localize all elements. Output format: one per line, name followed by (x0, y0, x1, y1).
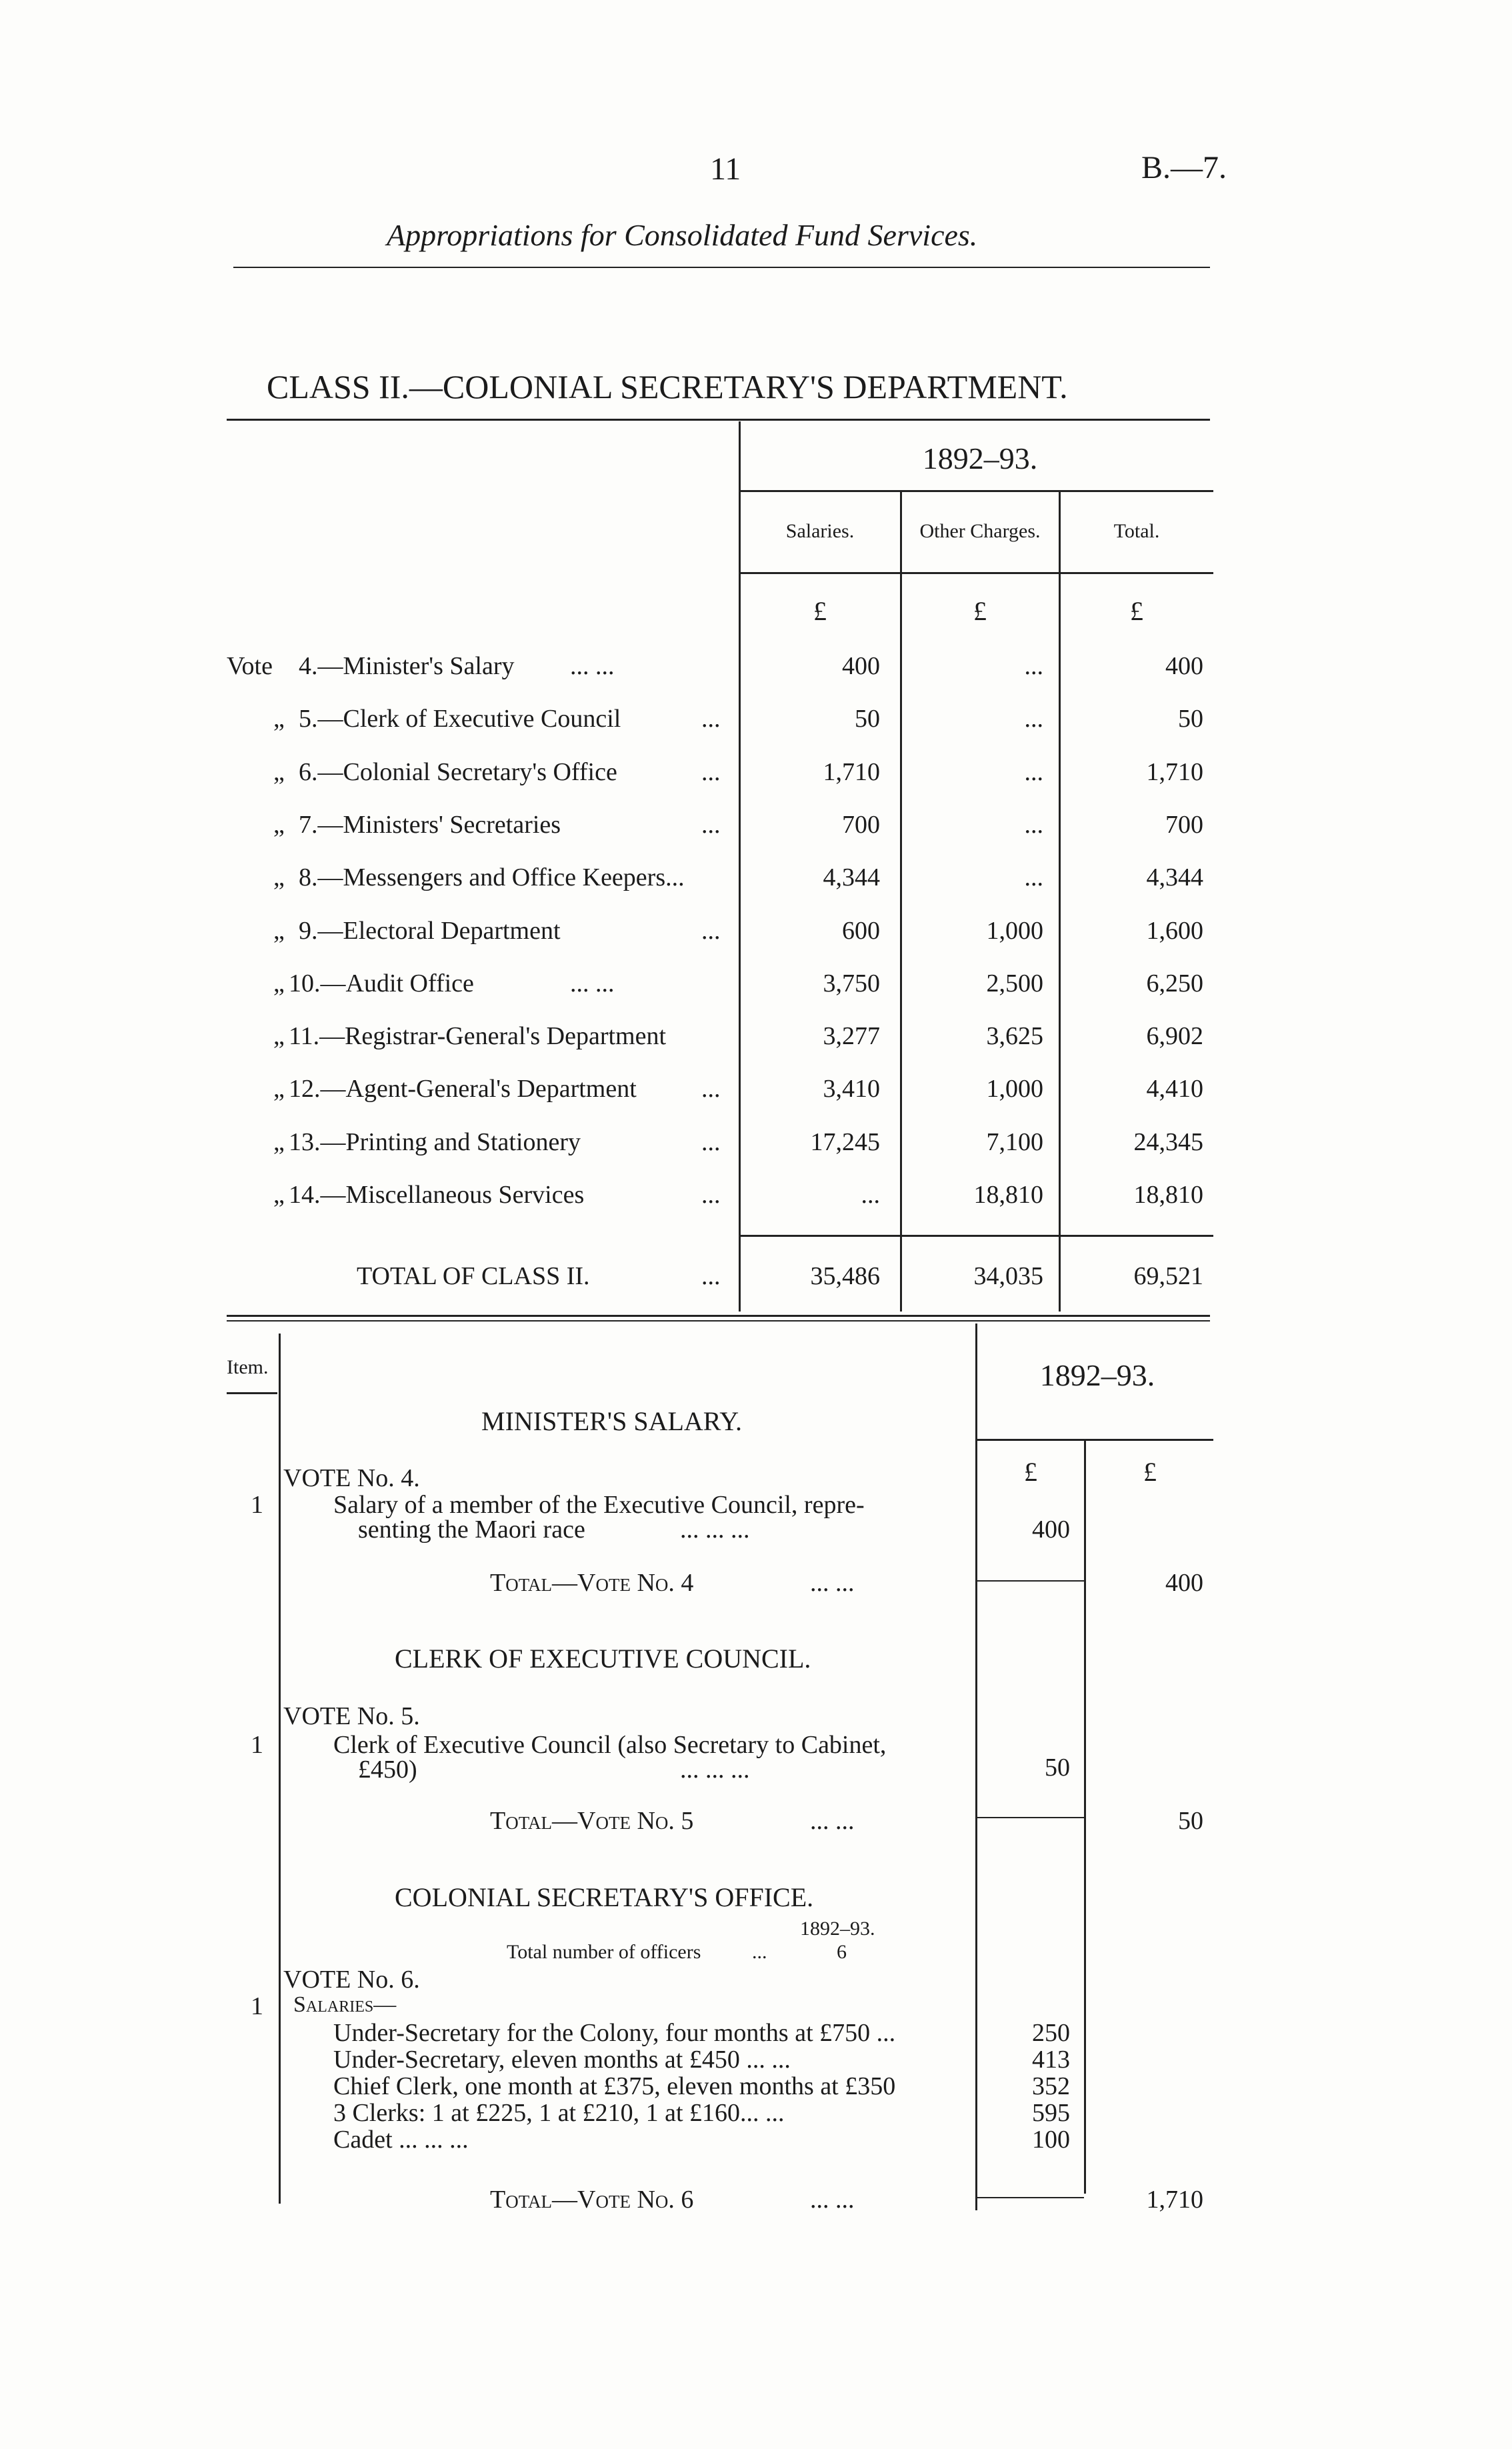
officers-year: 1892–93. (800, 1918, 875, 1940)
summary-row-label: 7.—Ministers' Secretaries (299, 811, 561, 839)
office-salary-line: Chief Clerk, one month at £375, eleven months at £350 (333, 2072, 896, 2100)
summary-row-other: 18,810 (973, 1181, 1043, 1209)
vote-4-line-1: Salary of a member of the Executive Council, repre- (333, 1491, 865, 1519)
summary-row-leader: ... (701, 1181, 721, 1209)
summary-row-leader: ... (701, 1075, 721, 1103)
summary-row-prefix: „ (273, 1128, 285, 1156)
class-total-total: 69,521 (1133, 1262, 1203, 1290)
vote-6-total: 1,710 (1146, 2186, 1203, 2214)
summary-row-total: 4,344 (1146, 863, 1203, 891)
summary-row-other: 2,500 (986, 969, 1043, 997)
summary-row-label: 13.—Printing and Stationery (289, 1128, 581, 1156)
class-total-label: TOTAL OF CLASS II. (357, 1262, 590, 1290)
currency-salaries: £ (813, 596, 827, 626)
vote-6-total-rule (977, 2197, 1084, 2198)
vote-4-line-2: senting the Maori race (358, 1516, 585, 1544)
summary-row-salaries: 600 (842, 917, 880, 945)
summary-row-salaries: 3,277 (823, 1022, 880, 1050)
summary-row-prefix: „ (273, 1022, 285, 1050)
vote-4-label: VOTE No. 4. (283, 1464, 420, 1492)
class-total-other: 34,035 (973, 1262, 1043, 1290)
summary-row-label: 5.—Clerk of Executive Council (299, 705, 621, 733)
summary-row-label: 12.—Agent-General's Department (289, 1075, 637, 1103)
vote-4-total: 400 (1165, 1569, 1203, 1597)
vote-6-label: VOTE No. 6. (283, 1966, 420, 1994)
vote-4-line-2-leader: ... ... ... (680, 1516, 750, 1544)
summary-row-salaries: 1,710 (823, 758, 880, 786)
summary-row-label: 4.—Minister's Salary (299, 652, 515, 680)
office-salary-line: Under-Secretary for the Colony, four months at £750 ... (333, 2019, 896, 2047)
summary-row-prefix: „ (273, 1181, 285, 1209)
summary-row-label: 11.—Registrar-General's Department (289, 1022, 667, 1050)
class-total-salaries: 35,486 (810, 1262, 880, 1290)
summary-row-label: 6.—Colonial Secretary's Office (299, 758, 617, 786)
col-header-rule (739, 572, 1213, 574)
summary-row-prefix: „ (273, 917, 285, 945)
vote-5-line-2: £450) (358, 1756, 417, 1784)
currency-total: £ (1130, 596, 1143, 626)
summary-row-leader: ... (701, 917, 721, 945)
vote-4-total-label: Total—Vote No. 4 (490, 1569, 694, 1597)
summary-row-salaries: 17,245 (810, 1128, 880, 1156)
vote-6-total-leader: ... ... (810, 2186, 855, 2214)
summary-row-other: 1,000 (986, 1075, 1043, 1103)
summary-row-total: 4,410 (1146, 1075, 1203, 1103)
office-heading: COLONIAL SECRETARY'S OFFICE. (395, 1882, 814, 1912)
col-header-other-charges: Other Charges. (919, 520, 1041, 542)
summary-row-salaries: 400 (842, 652, 880, 680)
salaries-label: Salaries— (293, 1992, 397, 2017)
item-header: Item. (227, 1356, 269, 1378)
vote-5-total-label: Total—Vote No. 5 (490, 1807, 694, 1835)
vote-4-item-number: 1 (251, 1491, 263, 1519)
summary-row-leader: ... (701, 705, 721, 733)
vote-5-item-number: 1 (251, 1731, 263, 1759)
vote-5-total-leader: ... ... (810, 1807, 855, 1835)
section-double-rule-1 (227, 1315, 1210, 1317)
summary-row-salaries: ... (861, 1181, 880, 1209)
detail-year-rule (975, 1439, 1213, 1441)
summary-row-salaries: 50 (855, 705, 880, 733)
class-total-leader: ... (701, 1262, 721, 1290)
subtotal-column-rule (1084, 1439, 1086, 2194)
summary-row-prefix: Vote (227, 652, 273, 680)
summary-row-other: ... (1024, 705, 1043, 733)
document-code: B.—7. (1141, 150, 1227, 185)
summary-row-other: ... (1024, 652, 1043, 680)
summary-row-leader: ... ... (570, 652, 615, 680)
summary-row-label: 8.—Messengers and Office Keepers... (299, 863, 685, 891)
summary-total-rule (739, 1235, 1213, 1237)
summary-left-rule (739, 421, 741, 1312)
summary-row-other: 7,100 (986, 1128, 1043, 1156)
vote-5-total-rule (977, 1817, 1084, 1818)
summary-row-other: 1,000 (986, 917, 1043, 945)
summary-row-label: 10.—Audit Office (289, 969, 474, 997)
vote-4-total-rule (977, 1580, 1084, 1582)
vote-5-label: VOTE No. 5. (283, 1702, 420, 1730)
summary-row-salaries: 3,750 (823, 969, 880, 997)
detail-currency-subtotal: £ (1143, 1457, 1157, 1487)
detail-currency-amount: £ (1024, 1457, 1037, 1487)
detail-year: 1892–93. (1039, 1358, 1155, 1392)
office-salary-amount: 352 (1032, 2072, 1070, 2100)
item-header-rule (227, 1392, 277, 1394)
officers-leader: ... (752, 1941, 767, 1963)
summary-row-other: 3,625 (986, 1022, 1043, 1050)
summary-row-total: 18,810 (1133, 1181, 1203, 1209)
class-title-rule (227, 419, 1210, 421)
minister-heading: MINISTER'S SALARY. (481, 1406, 742, 1436)
office-salary-amount: 413 (1032, 2046, 1070, 2074)
summary-row-prefix: „ (273, 1075, 285, 1103)
summary-row-other: ... (1024, 758, 1043, 786)
running-title: Appropriations for Consolidated Fund Services. (387, 218, 978, 252)
col-header-total: Total. (1113, 520, 1160, 542)
summary-row-total: 6,902 (1146, 1022, 1203, 1050)
summary-row-other: ... (1024, 863, 1043, 891)
vote-5-total: 50 (1178, 1807, 1203, 1835)
summary-row-prefix: „ (273, 758, 285, 786)
summary-row-leader: ... (701, 1128, 721, 1156)
summary-row-salaries: 700 (842, 811, 880, 839)
summary-row-leader: ... ... (570, 969, 615, 997)
year-rule (739, 490, 1213, 492)
summary-row-prefix: „ (273, 969, 285, 997)
currency-other: £ (973, 596, 987, 626)
summary-row-prefix: „ (273, 811, 285, 839)
summary-row-total: 400 (1165, 652, 1203, 680)
vote-5-line-1: Clerk of Executive Council (also Secretary to Cabinet, (333, 1731, 887, 1759)
office-salary-line: Under-Secretary, eleven months at £450 ... ... (333, 2046, 791, 2074)
summary-row-total: 1,710 (1146, 758, 1203, 786)
office-salary-line: Cadet ... ... ... (333, 2126, 469, 2154)
summary-row-leader: ... (701, 811, 721, 839)
summary-row-total: 1,600 (1146, 917, 1203, 945)
header-rule (233, 267, 1210, 268)
page-number: 11 (710, 151, 741, 187)
col-header-salaries: Salaries. (785, 520, 855, 542)
summary-row-total: 24,345 (1133, 1128, 1203, 1156)
summary-year: 1892–93. (922, 441, 1038, 475)
office-salary-line: 3 Clerks: 1 at £225, 1 at £210, 1 at £160... ... (333, 2099, 785, 2127)
summary-row-total: 700 (1165, 811, 1203, 839)
officers-count: 6 (837, 1941, 847, 1963)
vote-6-total-label: Total—Vote No. 6 (490, 2186, 694, 2214)
vote-4-amount: 400 (1032, 1516, 1070, 1544)
summary-row-label: 14.—Miscellaneous Services (289, 1181, 585, 1209)
summary-row-salaries: 3,410 (823, 1075, 880, 1103)
summary-row-total: 6,250 (1146, 969, 1203, 997)
office-salary-amount: 595 (1032, 2099, 1070, 2127)
section-double-rule-2 (227, 1320, 1210, 1322)
officers-label: Total number of officers (507, 1941, 701, 1963)
clerk-heading: CLERK OF EXECUTIVE COUNCIL. (395, 1644, 811, 1674)
summary-row-label: 9.—Electoral Department (299, 917, 561, 945)
summary-row-total: 50 (1178, 705, 1203, 733)
office-salary-amount: 100 (1032, 2126, 1070, 2154)
class-title: CLASS II.—COLONIAL SECRETARY'S DEPARTMENT. (267, 368, 1068, 405)
summary-row-leader: ... (701, 758, 721, 786)
summary-row-prefix: „ (273, 705, 285, 733)
summary-row-other: ... (1024, 811, 1043, 839)
vote-4-total-leader: ... ... (810, 1569, 855, 1597)
vote-5-amount: 50 (1045, 1754, 1070, 1782)
item-column-rule (279, 1334, 281, 2204)
vote-5-line-2-leader: ... ... ... (680, 1756, 750, 1784)
vote-6-item-number: 1 (251, 1992, 263, 2020)
summary-row-salaries: 4,344 (823, 863, 880, 891)
summary-row-prefix: „ (273, 863, 285, 891)
office-salary-amount: 250 (1032, 2019, 1070, 2047)
